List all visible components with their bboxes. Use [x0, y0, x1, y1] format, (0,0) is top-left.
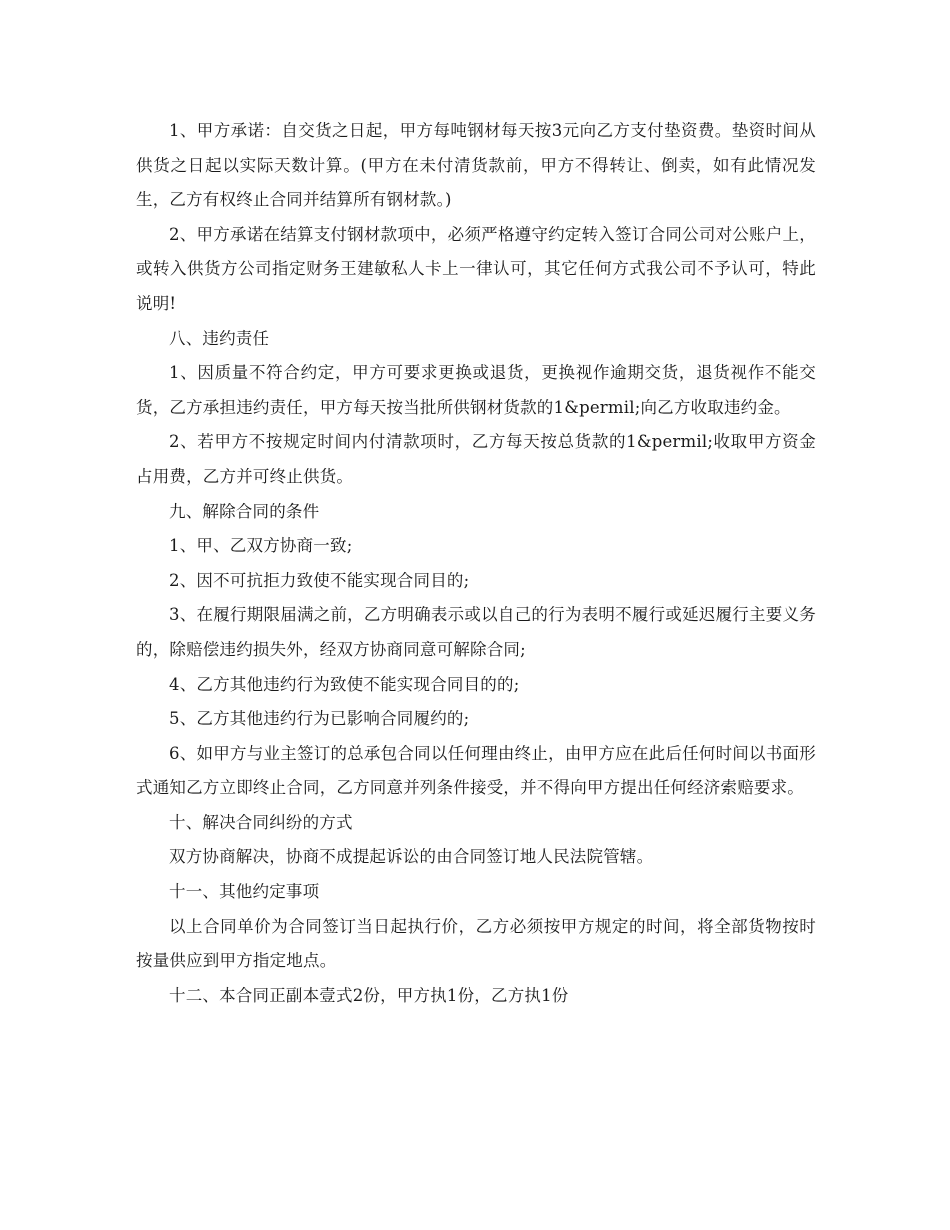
paragraph-other-terms: 以上合同单价为合同签订当日起执行价，乙方必须按甲方规定的时间，将全部货物按时按量供应到甲方指定地点。 [136, 916, 816, 971]
paragraph-dispute-resolution: 双方协商解决，协商不成提起诉讼的由合同签订地人民法院管辖。 [169, 847, 654, 867]
list-item-termination-6: 6、如甲方与业主签订的总承包合同以任何理由终止，由甲方应在此后任何时间以书面形式通知乙方立即终止合同，乙方同意并列条件接受，并不得向甲方提出任何经济索赔要求。 [136, 743, 816, 798]
section-heading-termination-conditions: 九、解除合同的条件 [169, 501, 320, 521]
paragraph-payment-account-commitment: 2、甲方承诺在结算支付钢材款项中，必须严格遵守约定转入签订合同公司对公账户上，或转入供货方公司指定财务王建敏私人卡上一律认可，其它任何方式我公司不予认可，特此说明! [136, 224, 816, 313]
paragraph-copies-clause: 十二、本合同正副本壹式2份，甲方执1份，乙方执1份 [169, 985, 569, 1005]
paragraph-advance-fee-commitment: 1、甲方承诺：自交货之日起，甲方每吨钢材每天按3元向乙方支付垫资费。垫资时间从供货之日起以实际天数计算。(甲方在未付清货款前，甲方不得转让、倒卖，如有此情况发生，乙方有权终止合同并结算所有钢材款。) [136, 121, 816, 210]
list-item-termination-1: 1、甲、乙双方协商一致; [169, 536, 353, 556]
list-item-termination-3: 3、在履行期限届满之前，乙方明确表示或以自己的行为表明不履行或延迟履行主要义务的，除赔偿违约损失外，经双方协商同意可解除合同; [136, 605, 816, 659]
paragraph-late-payment-breach: 2、若甲方不按规定时间内付清款项时，乙方每天按总货款的1&permil;收取甲方资金占用费，乙方并可终止供货。 [136, 432, 816, 486]
list-item-termination-4: 4、乙方其他违约行为致使不能实现合同目的的; [169, 674, 520, 694]
list-item-termination-2: 2、因不可抗拒力致使不能实现合同目的; [169, 570, 470, 590]
section-heading-other-terms: 十一、其他约定事项 [169, 882, 320, 902]
list-item-termination-5: 5、乙方其他违约行为已影响合同履约的; [169, 709, 470, 729]
document-body [136, 114, 816, 1013]
section-heading-breach-liability: 八、违约责任 [169, 328, 270, 348]
section-heading-dispute-resolution: 十、解决合同纠纷的方式 [169, 812, 353, 832]
paragraph-quality-breach: 1、因质量不符合约定，甲方可要求更换或退货，更换视作逾期交货，退货视作不能交货，乙方承担违约责任，甲方每天按当批所供钢材货款的1&permil;向乙方收取违约金。 [136, 363, 816, 417]
